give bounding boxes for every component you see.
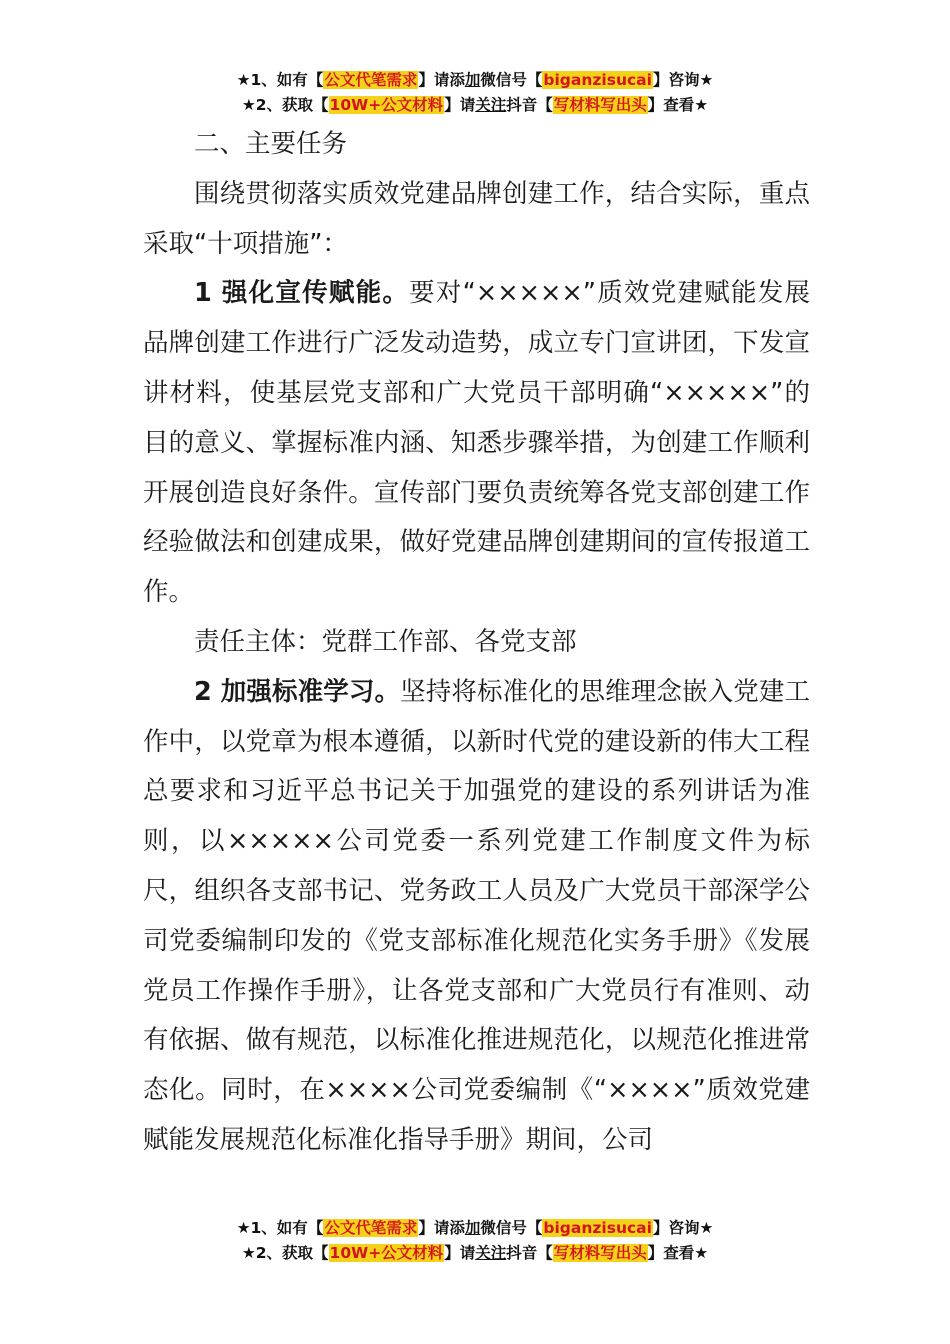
banner-underline: 关注 — [475, 96, 507, 114]
banner-underline: 关注 — [475, 1244, 507, 1262]
bottom-banner — [0, 1216, 950, 1266]
banner-text: 】请 — [444, 96, 476, 114]
banner-line-1 — [0, 1216, 950, 1241]
item-2-title: 2 加强标准学习。 — [194, 676, 401, 707]
top-banner — [0, 68, 950, 118]
banner-underline: 加 — [464, 71, 481, 89]
banner-line-2 — [0, 1241, 950, 1266]
banner-text: 】咨询★ — [652, 71, 714, 89]
banner-line-1 — [0, 68, 950, 93]
banner-text: 微信号【 — [480, 1219, 543, 1237]
item-1-title: 1 强化宣传赋能。 — [194, 278, 410, 309]
banner-text: 】咨询★ — [652, 1219, 714, 1237]
banner-text: 抖音【 — [506, 1244, 553, 1262]
banner-text: ★1、如有 — [236, 1219, 308, 1237]
item-2-paragraph — [143, 668, 810, 1166]
banner-underline: 加 — [464, 1219, 481, 1237]
item-1-paragraph — [143, 269, 810, 618]
banner-highlight: biganzisucai — [543, 71, 652, 89]
banner-text: 【 — [307, 71, 324, 89]
banner-text: 】查看★ — [647, 96, 709, 114]
item-1-body: 要对“×××××”质效党建赋能发展品牌创建工作进行广泛发动造势，成立专门宣讲团，下发宣讲材料，使基层党支部和广大党员干部明确“×××××”的目的意义、掌握标准内涵、知悉步骤举措，为创建工作顺利开展创造良好条件。宣传部门要负责统筹各党支部创建工作经验做法和创建成果，做好党建品牌创建期间的宣传报道工作。 — [143, 278, 810, 608]
banner-text: 】请添 — [418, 1219, 465, 1237]
banner-text: 抖音【 — [506, 96, 553, 114]
banner-text: 】请添 — [418, 71, 465, 89]
banner-highlight: 写材料写出头 — [553, 1244, 647, 1262]
banner-line-2 — [0, 93, 950, 118]
responsibility-line: 责任主体：党群工作部、各党支部 — [194, 626, 577, 657]
banner-highlight: biganzisucai — [543, 1219, 652, 1237]
section-heading: 二、主要任务 — [194, 129, 348, 159]
banner-highlight: 写材料写出头 — [553, 96, 647, 114]
banner-text: ★2、获取【 — [241, 96, 329, 114]
banner-text: ★2、获取【 — [241, 1244, 329, 1262]
banner-text: 】请 — [444, 1244, 476, 1262]
banner-text: 微信号【 — [480, 71, 543, 89]
banner-highlight: 10W+公文材料 — [329, 1244, 444, 1262]
banner-text: ★1、如有 — [236, 71, 308, 89]
banner-highlight: 公文代笔需求 — [324, 1219, 418, 1237]
intro-paragraph: 围绕贯彻落实质效党建品牌创建工作，结合实际，重点采取“十项措施”： — [143, 178, 810, 259]
document-body — [143, 120, 810, 1166]
banner-highlight: 10W+公文材料 — [329, 96, 444, 114]
banner-highlight: 公文代笔需求 — [324, 71, 418, 89]
banner-text: 【 — [307, 1219, 324, 1237]
item-2-body: 坚持将标准化的思维理念嵌入党建工作中，以党章为根本遵循，以新时代党的建设新的伟大工程总要求和习近平总书记关于加强党的建设的系列讲话为准则，以×××××公司党委一系列党建工作制度文件为标尺，组织各支部书记、党务政工人员及广大党员干部深学公司党委编制印发的《党支部标准化规范化实务手册》《发展党员工作操作手册》，让各党支部和广大党员行有准则、动有依据、做有规范，以标准化推进规范化，以规范化推进常态化。同时，在××××公司党委编制《“××××”质效党建赋能发展规范化标准化指导手册》期间，公司 — [143, 676, 810, 1155]
banner-text: 】查看★ — [647, 1244, 709, 1262]
